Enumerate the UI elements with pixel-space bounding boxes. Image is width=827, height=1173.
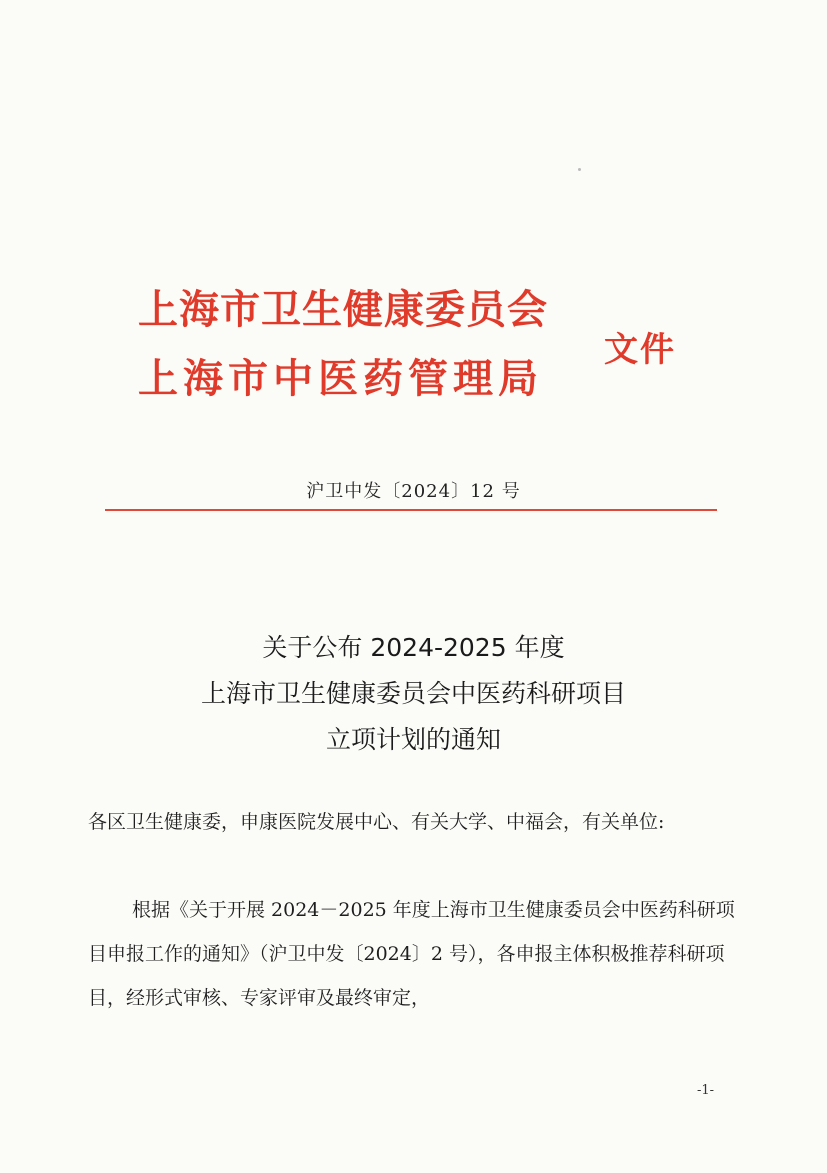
title-line-2: 上海市卫生健康委员会中医药科研项目 (200, 679, 626, 708)
document-title (0, 625, 827, 763)
body-paragraph-text: 根据《关于开展 2024－2025 年度上海市卫生健康委员会中医药科研项目申报工作的通知》（沪卫中发〔2024〕2 号），各申报主体积极推荐科研项目，经形式审核、专家评审及最终审定， (88, 899, 735, 1009)
title-line-3: 立项计划的通知 (325, 725, 501, 754)
issuer-header (138, 278, 548, 404)
red-divider-line (105, 509, 717, 511)
page-number: -1- (697, 1083, 715, 1098)
addressee: 各区卫生健康委，申康医院发展中心、有关大学、中福会，有关单位: (88, 811, 665, 833)
document-number: 沪卫中发〔2024〕12 号 (306, 481, 521, 502)
body-paragraph (88, 888, 738, 1020)
title-line-1: 关于公布 2024-2025 年度 (262, 633, 565, 662)
issuer-line-2: 上海市中医药管理局 (138, 355, 543, 402)
issuer-suffix: 文件 (604, 330, 676, 370)
scan-speck (578, 168, 581, 171)
issuer-line-1: 上海市卫生健康委员会 (138, 286, 548, 333)
